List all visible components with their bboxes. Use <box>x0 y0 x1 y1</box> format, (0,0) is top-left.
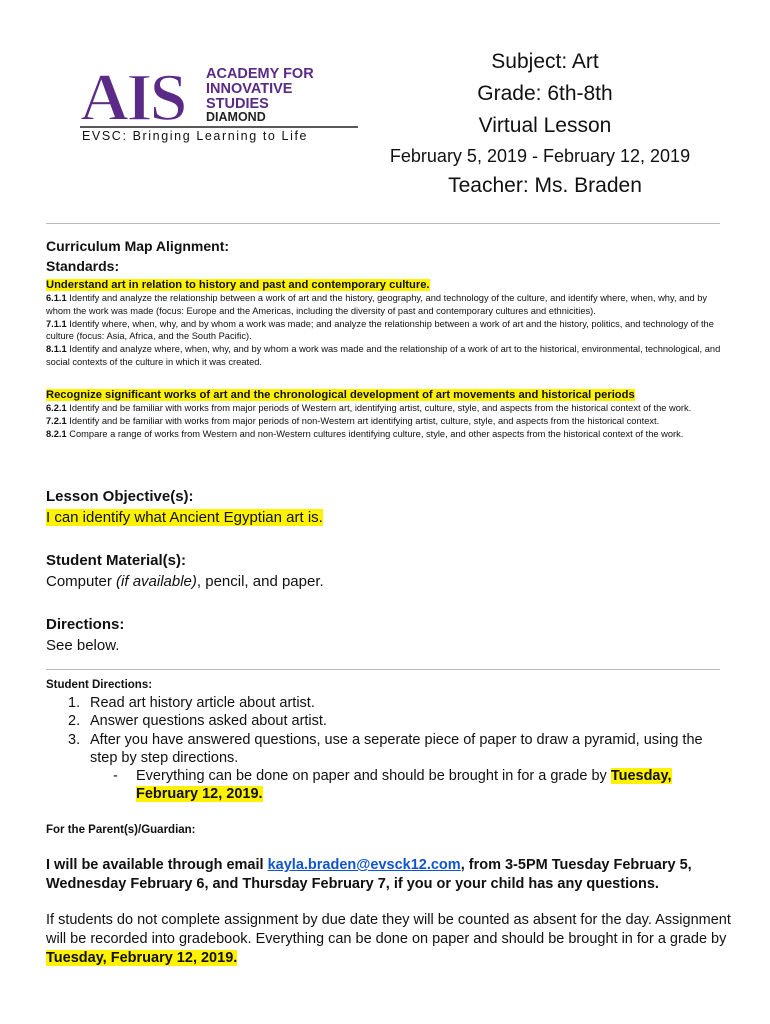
grade-title: Grade: 6th-8th <box>477 82 613 105</box>
standards-group-periods <box>46 388 726 440</box>
standard-item: 6.1.1 Identify and analyze the relationship between a work of art and the history, geography, and technology of the culture, and identify where, when, why, and by whom the work was made (focus: Europe and the Americas, including the diversity of past and contemporary cultures and ethnicities). <box>46 293 708 316</box>
directions-title: Directions: <box>46 616 125 633</box>
lesson-type-title: Virtual Lesson <box>478 114 612 137</box>
standard-item: 6.2.1 Identify and be familiar with works from major periods of Western art, identifying artist, culture, style, and aspects from the historical context of the work. <box>46 403 692 413</box>
logo-line4: DIAMOND <box>206 110 266 124</box>
lesson-dates: February 5, 2019 - February 12, 2019 <box>389 146 691 166</box>
teacher-title: Teacher: Ms. Braden <box>448 174 642 197</box>
standards-heading: Understand art in relation to history and past and contemporary culture. <box>46 279 430 291</box>
list-item: 2. Answer questions asked about artist. <box>68 713 327 730</box>
logo-line1: ACADEMY FOR <box>206 66 314 82</box>
logo-line2: INNOVATIVE <box>206 81 293 97</box>
standards-group-history <box>46 278 722 369</box>
sub-list-item: - Everything can be done on paper and should be brought in for a grade by Tuesday, February 12, 2019. <box>113 768 672 803</box>
absence-policy-text: If students do not complete assignment by due date they will be counted as absent for the day. Assignment will be recorded into gradebook. Everything can be done on paper and should be brought in for a grade by Tuesday, February 12, 2019. <box>46 912 731 966</box>
subject-title: Subject: Art <box>491 50 599 73</box>
ais-logo <box>78 58 368 148</box>
standards-heading: Recognize significant works of art and the chronological development of art movements and historical periods <box>46 389 635 401</box>
standard-item: 7.1.1 Identify where, when, why, and by whom a work was made; and analyze the relationship between a work of art and the history, politics, and technology of the culture (focus: Asia, Africa, and the South Pacific). <box>46 318 714 342</box>
curriculum-title: Curriculum Map Alignment: <box>46 238 230 254</box>
objective-text: I can identify what Ancient Egyptian art is. <box>46 509 323 526</box>
list-item: 3. After you have answered questions, use a seperate piece of paper to draw a pyramid, using the step by step directions. <box>68 731 703 766</box>
student-directions-title: Student Directions: <box>46 679 153 691</box>
logo-letters: AIS <box>80 59 185 135</box>
logo-line3: STUDIES <box>206 96 269 112</box>
availability-text: I will be available through email kayla.braden@evsck12.com, from 3-5PM Tuesday February 5, Wednesday February 6, and Thursday February 7, if you or your child has any questions. <box>46 857 692 892</box>
directions-text: See below. <box>46 637 120 654</box>
standard-item: 8.1.1 Identify and analyze where, when, why, and by whom a work was made and the relationship of a work of art to the historical, environmental, technological, and social contexts of the culture in which it was created. <box>46 344 721 367</box>
logo-tagline: EVSC: Bringing Learning to Life <box>82 129 309 143</box>
materials-title: Student Material(s): <box>46 552 187 569</box>
materials-text: Computer (if available), pencil, and paper. <box>46 573 324 590</box>
email-link[interactable]: kayla.braden@evsck12.com <box>267 857 461 873</box>
curriculum-header <box>46 236 229 276</box>
student-directions-list <box>46 694 726 804</box>
standard-item: 8.2.1 Compare a range of works from Western and non-Western cultures identifying culture, style, and other aspects from the historical context of the work. <box>46 428 684 439</box>
parents-title: For the Parent(s)/Guardian: <box>46 824 196 836</box>
divider-top <box>46 223 720 224</box>
objective-title: Lesson Objective(s): <box>46 488 194 505</box>
list-item: 1. Read art history article about artist. <box>68 695 315 711</box>
divider-middle <box>46 669 720 670</box>
standard-item: 7.2.1 Identify and be familiar with works from major periods of non-Western art identifying artist, culture, style, and aspects from the historical context. <box>46 415 660 426</box>
standards-label: Standards: <box>46 258 120 274</box>
